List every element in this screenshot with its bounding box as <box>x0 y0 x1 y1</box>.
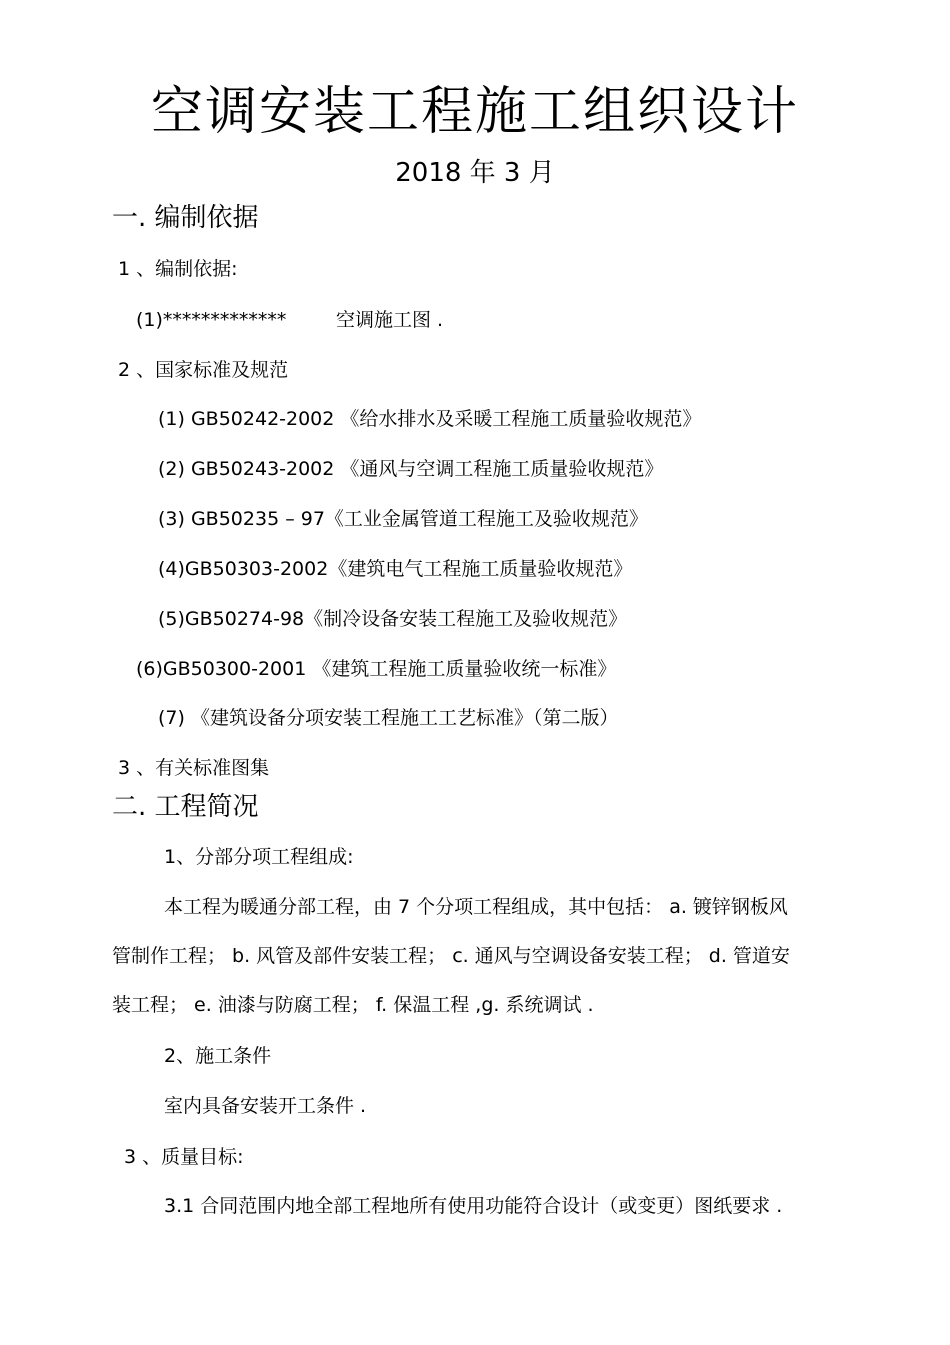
paragraph-line: 本工程为暖通分部工程，由 7 个分项工程组成，其中包括： a. 镀锌钢板风 <box>164 896 788 918</box>
section-heading-basis: 一. 编制依据 <box>112 203 259 233</box>
document-title: 空调安装工程施工组织设计 <box>150 82 799 142</box>
standard-item: (7) 《建筑设备分项安装工程施工工艺标准》（第二版） <box>158 707 619 729</box>
paragraph-line: 管制作工程； b. 风管及部件安装工程； c. 通风与空调设备安装工程； d. 管道安 <box>112 945 790 967</box>
standard-item: (5)GB50274-98《制冷设备安装工程施工及验收规范》 <box>158 608 628 630</box>
quality-goal-1: 3.1 合同范围内地全部工程地所有使用功能符合设计（或变更）图纸要求 . <box>164 1195 783 1217</box>
overview-sub-3: 3 、质量目标: <box>124 1146 244 1168</box>
document-date: 2018 年 3 月 <box>395 158 555 188</box>
overview-sub-1: 1、分部分项工程组成: <box>164 846 354 868</box>
standard-item: (2) GB50243-2002 《通风与空调工程施工质量验收规范》 <box>158 458 664 480</box>
basis-item-3: 3 、有关标准图集 <box>118 757 270 779</box>
basis-item-2: 2 、国家标准及规范 <box>118 359 289 381</box>
basis-item-1-desc: 空调施工图 . <box>336 309 444 331</box>
overview-paragraph-2: 室内具备安装开工条件 . <box>164 1095 367 1117</box>
section-heading-overview: 二. 工程简况 <box>112 792 259 822</box>
standard-item: (1) GB50242-2002 《给水排水及采暖工程施工质量验收规范》 <box>158 408 702 430</box>
overview-sub-2: 2、施工条件 <box>164 1045 272 1067</box>
standard-item: (3) GB50235 – 97《工业金属管道工程施工及验收规范》 <box>158 508 648 530</box>
standard-item: (6)GB50300-2001 《建筑工程施工质量验收统一标准》 <box>136 658 617 680</box>
basis-item-1-ref: (1)************* <box>136 309 287 331</box>
standard-item: (4)GB50303-2002《建筑电气工程施工质量验收规范》 <box>158 558 633 580</box>
basis-item-1: 1 、编制依据: <box>118 258 238 280</box>
paragraph-line: 装工程； e. 油漆与防腐工程； f. 保温工程 ,g. 系统调试 . <box>112 994 594 1016</box>
